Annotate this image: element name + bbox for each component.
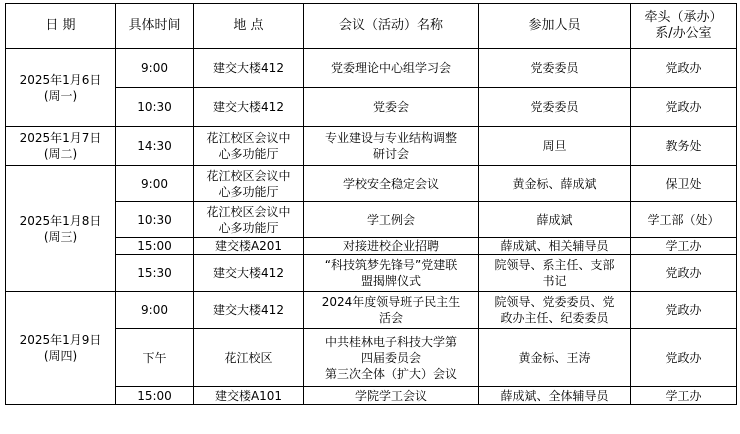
- header-time: 具体时间: [116, 4, 194, 49]
- date-cell: [6, 49, 116, 127]
- table-row: [6, 255, 737, 292]
- time-cell: 15:30: [116, 255, 194, 292]
- table-row: [6, 166, 737, 202]
- time-cell: 10:30: [116, 202, 194, 238]
- host-cell: 学工办: [631, 387, 737, 405]
- time-cell: 14:30: [116, 127, 194, 166]
- time-cell: 下午: [116, 329, 194, 387]
- header-place: 地 点: [194, 4, 304, 49]
- participants-cell: 党委委员: [479, 49, 631, 88]
- meeting-name-cell: 2024年度领导班子民主生 活会: [304, 292, 479, 329]
- participants-cell: 薛成斌、全体辅导员: [479, 387, 631, 405]
- host-cell: 党政办: [631, 292, 737, 329]
- host-cell: 党政办: [631, 255, 737, 292]
- header-date: 日 期: [6, 4, 116, 49]
- participants-cell: 薛成斌、相关辅导员: [479, 238, 631, 255]
- place-cell: 花江校区: [194, 329, 304, 387]
- place-cell: 花江校区会议中 心多功能厅: [194, 202, 304, 238]
- meeting-name-cell: 中共桂林电子科技大学第 四届委员会 第三次全体（扩大）会议: [304, 329, 479, 387]
- weekday-text: (周四): [43, 349, 78, 363]
- table-row: [6, 49, 737, 88]
- weekday-text: (周三): [43, 229, 78, 244]
- weekday-text: (周二): [43, 147, 78, 161]
- participants-cell: 院领导、系主任、支部 书记: [479, 255, 631, 292]
- table-row: [6, 329, 737, 387]
- meeting-name-cell: 党委会: [304, 88, 479, 127]
- participants-cell: 黄金标、王涛: [479, 329, 631, 387]
- time-cell: 10:30: [116, 88, 194, 127]
- meeting-name-cell: 对接进校企业招聘: [304, 238, 479, 255]
- time-cell: 9:00: [116, 292, 194, 329]
- participants-cell: 黄金标、薛成斌: [479, 166, 631, 202]
- date-cell: [6, 292, 116, 405]
- host-cell: 教务处: [631, 127, 737, 166]
- participants-cell: 党委委员: [479, 88, 631, 127]
- time-cell: 15:00: [116, 387, 194, 405]
- host-cell: 党政办: [631, 49, 737, 88]
- header-participants: 参加人员: [479, 4, 631, 49]
- header-row: [6, 4, 737, 49]
- date-text: 2025年1月8日: [19, 213, 102, 228]
- place-cell: 建交楼A101: [194, 387, 304, 405]
- participants-cell: 薛成斌: [479, 202, 631, 238]
- meeting-name-cell: 学院学工会议: [304, 387, 479, 405]
- time-cell: 9:00: [116, 49, 194, 88]
- time-cell: 15:00: [116, 238, 194, 255]
- place-cell: 建交大楼412: [194, 88, 304, 127]
- host-cell: 党政办: [631, 88, 737, 127]
- participants-cell: 周旦: [479, 127, 631, 166]
- meeting-name-cell: 专业建设与专业结构调整 研讨会: [304, 127, 479, 166]
- host-cell: 学工部（处）: [631, 202, 737, 238]
- place-cell: 建交大楼412: [194, 49, 304, 88]
- meeting-name-cell: 党委理论中心组学习会: [304, 49, 479, 88]
- weekday-text: (周一): [43, 88, 78, 103]
- participants-cell: 院领导、党委委员、党 政办主任、纪委委员: [479, 292, 631, 329]
- host-cell: 党政办: [631, 329, 737, 387]
- header-meeting-name: 会议（活动）名称: [304, 4, 479, 49]
- table-row: [6, 387, 737, 405]
- table-row: [6, 88, 737, 127]
- header-host: 牵头（承办） 系/办公室: [631, 4, 737, 49]
- place-cell: 建交楼A201: [194, 238, 304, 255]
- place-cell: 建交大楼412: [194, 255, 304, 292]
- meeting-name-cell: 学工例会: [304, 202, 479, 238]
- place-cell: 建交大楼412: [194, 292, 304, 329]
- table-row: [6, 202, 737, 238]
- date-cell: [6, 127, 116, 166]
- table-row: [6, 238, 737, 255]
- date-text: 2025年1月6日: [19, 72, 102, 87]
- meeting-name-cell: 学校安全稳定会议: [304, 166, 479, 202]
- table-row: [6, 127, 737, 166]
- time-cell: 9:00: [116, 166, 194, 202]
- schedule-table: [5, 3, 737, 405]
- date-text: 2025年1月9日: [19, 333, 102, 347]
- host-cell: 学工办: [631, 238, 737, 255]
- place-cell: 花江校区会议中 心多功能厅: [194, 166, 304, 202]
- meeting-name-cell: “科技筑梦先锋号”党建联 盟揭牌仪式: [304, 255, 479, 292]
- date-text: 2025年1月7日: [19, 131, 102, 145]
- table-row: [6, 292, 737, 329]
- host-cell: 保卫处: [631, 166, 737, 202]
- place-cell: 花江校区会议中 心多功能厅: [194, 127, 304, 166]
- date-cell: [6, 166, 116, 292]
